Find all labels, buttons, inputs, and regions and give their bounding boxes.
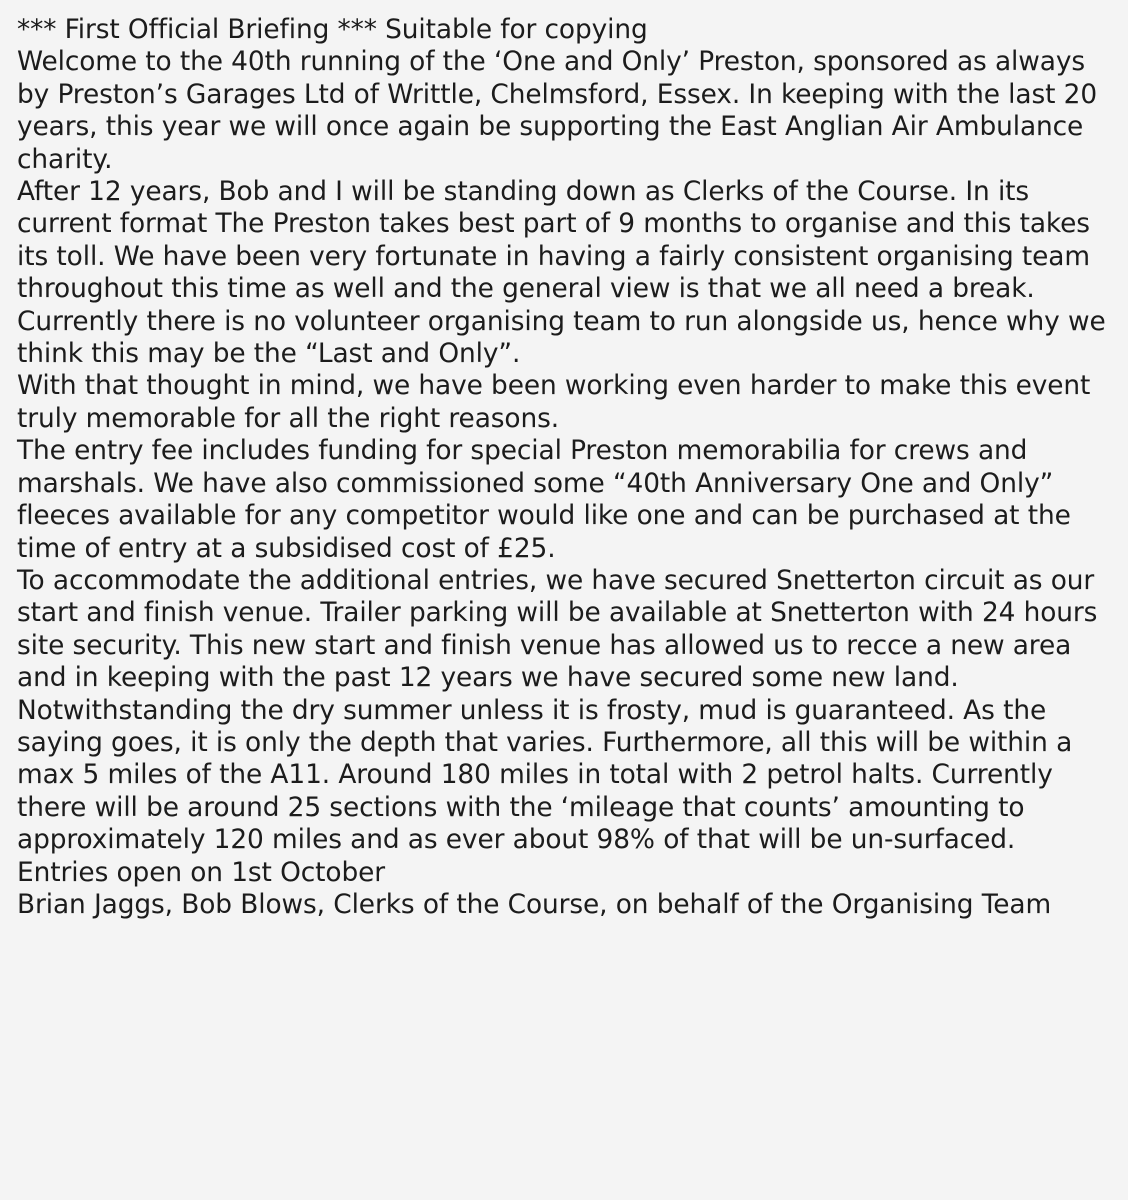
paragraph-entry-fee: The entry fee includes funding for special Preston memorabilia for crews and marshals. We have also commissioned some “40th Anniversary One and Only” fleeces available for any competitor would like one and can be purchased at the time of entry at a subsidised cost of £25. <box>17 435 1071 564</box>
paragraph-route: Notwithstanding the dry summer unless it is frosty, mud is guaranteed. As the saying goes, it is only the depth that varies. Furthermore, all this will be within a max 5 miles of the A11. Around 180 miles in total with 2 petrol halts. Currently there will be around 25 sections with the ‘mileage that counts’ amounting to approximately 120 miles and as ever about 98% of that will be un-surfaced. <box>17 694 1073 856</box>
paragraph-entries-open: Entries open on 1st October <box>17 856 386 888</box>
briefing-document <box>17 14 1117 921</box>
paragraph-memorable: With that thought in mind, we have been working even harder to make this event truly memorable for all the right reasons. <box>17 370 1091 434</box>
signature-line: Brian Jaggs, Bob Blows, Clerks of the Course, on behalf of the Organising Team <box>17 888 1052 920</box>
paragraph-welcome: Welcome to the 40th running of the ‘One and Only’ Preston, sponsored as always by Preston’s Garages Ltd of Writtle, Chelmsford, Essex. In keeping with the last 20 years, this year we will once again be supporting the East Anglian Air Ambulance charity. <box>17 46 1098 175</box>
paragraph-venue: To accommodate the additional entries, we have secured Snetterton circuit as our start and finish venue. Trailer parking will be available at Snetterton with 24 hours site security. This new start and finish venue has allowed us to recce a new area and in keeping with the past 12 years we have secured some new land. <box>17 564 1098 694</box>
paragraph-standing-down: After 12 years, Bob and I will be standing down as Clerks of the Course. In its current format The Preston takes best part of 9 months to organise and this takes its toll. We have been very fortunate in having a fairly consistent organising team throughout this time as well and the general view is that we all need a break. Currently there is no volunteer organising team to run alongside us, hence why we think this may be the “Last and Only”. <box>17 176 1106 370</box>
briefing-heading: *** First Official Briefing *** Suitable for copying <box>17 14 648 45</box>
